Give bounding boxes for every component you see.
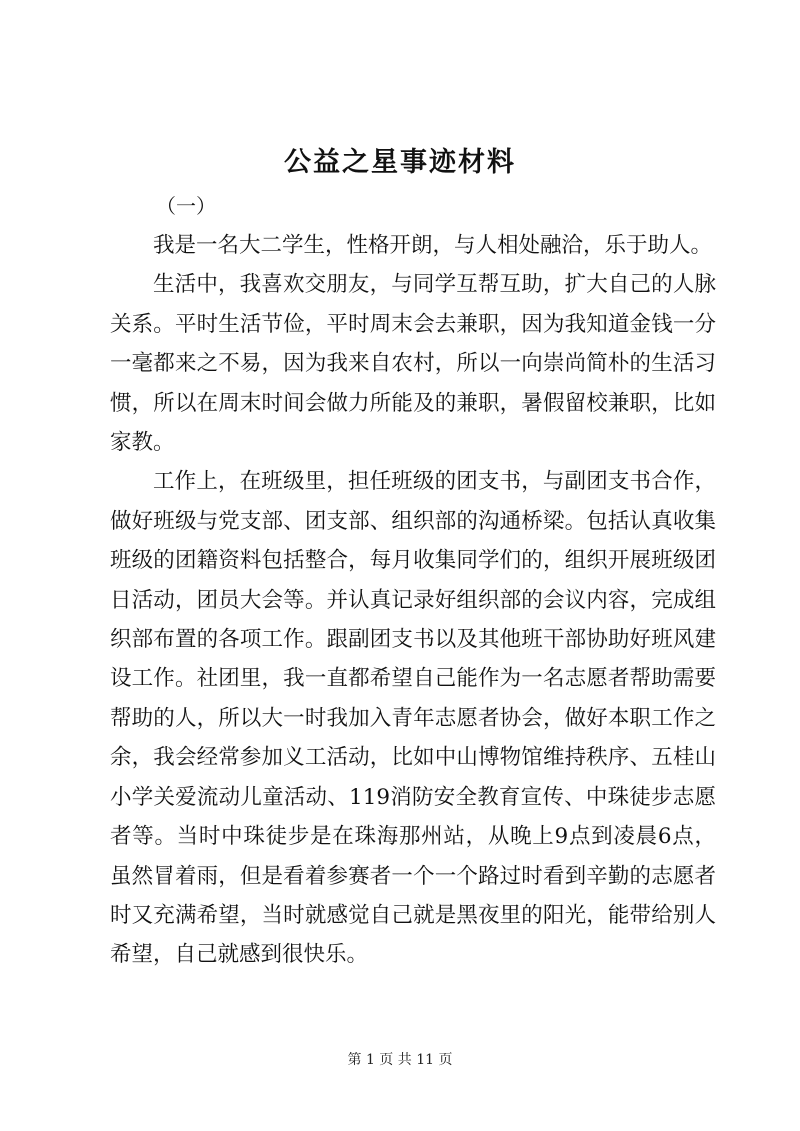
paragraph-work: 工作上，在班级里，担任班级的团支书，与副团支书合作，做好班级与党支部、团支部、组织部的沟通桥梁。包括认真收集班级的团籍资料包括整合，每月收集同学们的，组织开展班级团日活动，团员大会等。并认真记录好组织部的会议内容，完成组织部布置的各项工作。跟副团支书以及其他班干部协助好班风建设工作。社团里，我一直都希望自己能作为一名志愿者帮助需要帮助的人，所以大一时我加入青年志愿者协会，做好本职工作之余，我会经常参加义工活动，比如中山博物馆维持秩序、五桂山小学关爱流动儿童活动、119消防安全教育宣传、中珠徒步志愿者等。当时中珠徒步是在珠海那州站，从晚上9点到凌晨6点，虽然冒着雨，但是看着参赛者一个一个路过时看到辛勤的志愿者时又充满希望，当时就感觉自己就是黑夜里的阳光，能带给别人希望，自己就感到很快乐。 [110,469,716,968]
paragraph-life: 生活中，我喜欢交朋友，与同学互帮互助，扩大自己的人脉关系。平时生活节俭，平时周末会去兼职，因为我知道金钱一分一毫都来之不易，因为我来自农村，所以一向崇尚简朴的生活习惯，所以在周末时间会做力所能及的兼职，暑假留校兼职，比如家教。 [110,272,716,456]
document-body [110,226,716,975]
paragraph-intro: 我是一名大二学生，性格开朗，与人相处融洽，乐于助人。 [153,233,713,258]
section-number: （一） [156,194,216,218]
page-footer: 第 1 页 共 11 页 [347,1052,453,1068]
document-title: 公益之星事迹材料 [284,147,516,178]
